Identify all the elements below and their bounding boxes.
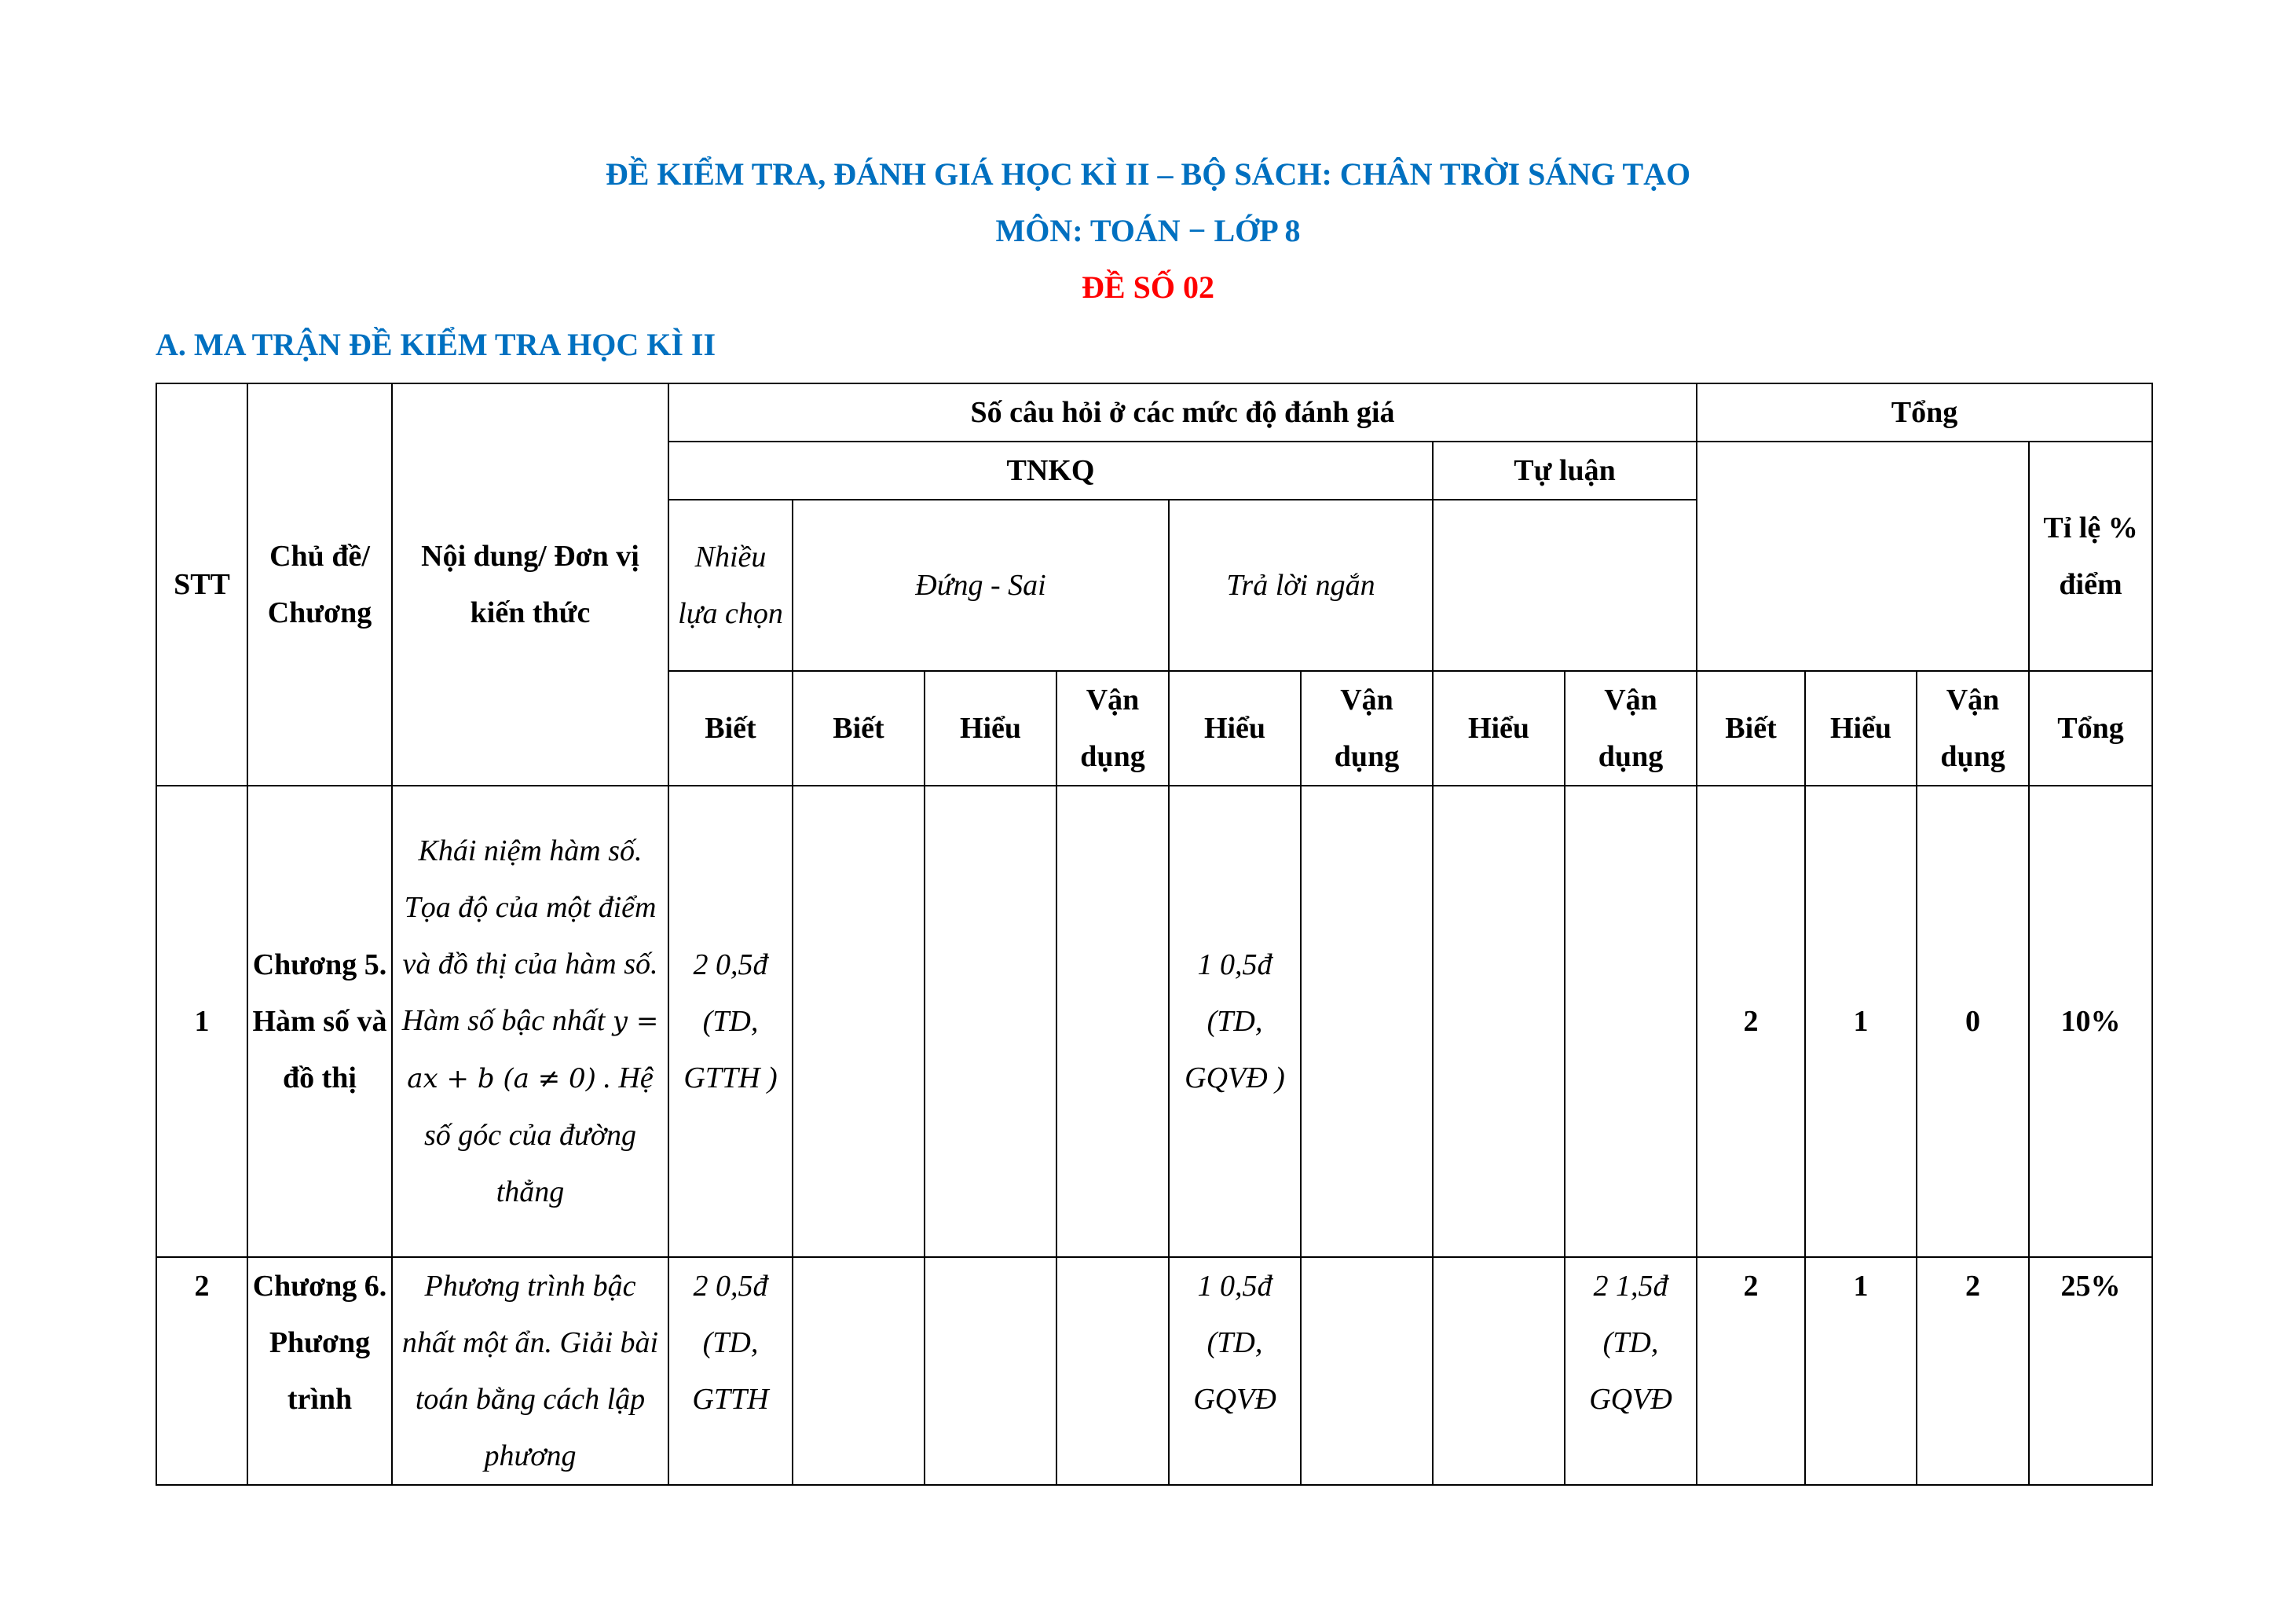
sub-header: Vận dụng: [1301, 671, 1433, 786]
content-text: . Hệ số góc của đường thẳng: [423, 1061, 654, 1208]
sub-header: Biết: [1697, 671, 1805, 786]
cell-mc-know: 2 0,5đ (TD, GTTH ): [668, 786, 793, 1257]
header-multiple-choice: Nhiều lựa chọn: [668, 500, 793, 671]
row-stt: 1: [156, 786, 247, 1257]
header-essay-blank: [1433, 500, 1697, 671]
sub-header: Hiểu: [1169, 671, 1301, 786]
cell-tf-apply: [1056, 786, 1169, 1257]
cell-sa-apply: [1301, 786, 1433, 1257]
cell-mc-know: 2 0,5đ (TD, GTTH: [668, 1257, 793, 1485]
sub-header: Hiểu: [925, 671, 1056, 786]
header-ratio: Tỉ lệ % điểm: [2029, 442, 2152, 671]
header-total: Tổng: [1697, 383, 2152, 442]
header-topic: Chủ đề/ Chương: [247, 383, 392, 786]
subject-line: MÔN: TOÁN − LỚP 8: [995, 213, 1301, 248]
cell-total-know: 2: [1697, 786, 1805, 1257]
sub-header: Tổng: [2029, 671, 2152, 786]
row-content: Phương trình bậc nhất một ẩn. Giải bài toán bằng cách lập phương: [392, 1257, 668, 1485]
cell-ratio: 25%: [2029, 1257, 2152, 1485]
cell-sa-understand: 1 0,5đ (TD, GQVĐ: [1169, 1257, 1301, 1485]
header-total-blank: [1697, 442, 2029, 671]
cell-tf-know: [793, 786, 925, 1257]
assessment-matrix-table: [156, 383, 2153, 1486]
cell-essay-apply: 2 1,5đ (TD, GQVĐ: [1565, 1257, 1697, 1485]
header-content: Nội dung/ Đơn vị kiến thức: [392, 383, 668, 786]
cell-sa-apply: [1301, 1257, 1433, 1485]
cell-total-understand: 1: [1805, 786, 1917, 1257]
content-text: Khái niệm hàm số. Tọa độ của một điểm và đồ thị của hàm số. Hàm số bậc nhất: [401, 834, 658, 1037]
cell-sa-understand: 1 0,5đ (TD, GQVĐ ): [1169, 786, 1301, 1257]
header-tnkq: TNKQ: [668, 442, 1433, 500]
row-topic: Chương 5. Hàm số và đồ thị: [247, 786, 392, 1257]
table-row: [156, 1257, 2152, 1485]
row-stt: 2: [156, 1257, 247, 1485]
row-content: [392, 786, 668, 1257]
sub-header: Vận dụng: [1917, 671, 2029, 786]
row-topic: Chương 6. Phương trình: [247, 1257, 392, 1485]
linear-function-formula: y = ax + b (a ≠ 0): [407, 1006, 659, 1094]
cell-tf-understand: [925, 786, 1056, 1257]
exam-number: ĐỀ SỐ 02: [1082, 269, 1214, 305]
header-essay: Tự luận: [1433, 442, 1697, 500]
cell-essay-understand: [1433, 1257, 1565, 1485]
header-stt: STT: [156, 383, 247, 786]
document-title: ĐỀ KIỂM TRA, ĐÁNH GIÁ HỌC KÌ II – BỘ SÁCH: CHÂN TRỜI SÁNG TẠO: [605, 156, 1691, 192]
table-row: [156, 786, 2152, 1257]
sub-header: Vận dụng: [1565, 671, 1697, 786]
cell-ratio: 10%: [2029, 786, 2152, 1257]
cell-tf-understand: [925, 1257, 1056, 1485]
cell-essay-apply: [1565, 786, 1697, 1257]
cell-total-understand: 1: [1805, 1257, 1917, 1485]
header-true-false: Đứng - Sai: [793, 500, 1169, 671]
sub-header: Hiểu: [1433, 671, 1565, 786]
cell-total-know: 2: [1697, 1257, 1805, 1485]
sub-header: Vận dụng: [1056, 671, 1169, 786]
cell-total-apply: 2: [1917, 1257, 2029, 1485]
sub-header: Biết: [668, 671, 793, 786]
sub-header: Biết: [793, 671, 925, 786]
header-levels: Số câu hỏi ở các mức độ đánh giá: [668, 383, 1697, 442]
section-title: A. MA TRẬN ĐỀ KIỂM TRA HỌC KÌ II: [156, 327, 716, 362]
cell-essay-understand: [1433, 786, 1565, 1257]
cell-total-apply: 0: [1917, 786, 2029, 1257]
cell-tf-apply: [1056, 1257, 1169, 1485]
cell-tf-know: [793, 1257, 925, 1485]
header-short-answer: Trả lời ngắn: [1169, 500, 1433, 671]
sub-header: Hiểu: [1805, 671, 1917, 786]
